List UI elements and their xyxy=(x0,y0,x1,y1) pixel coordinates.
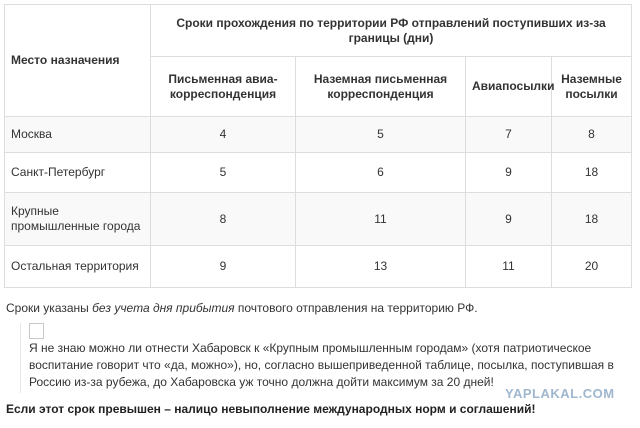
cell-value: 4 xyxy=(151,117,296,153)
cell-value: 13 xyxy=(296,246,466,288)
cell-value: 8 xyxy=(151,193,296,246)
destination-header: Место назначения xyxy=(5,5,151,117)
table-row xyxy=(5,193,632,246)
row-city: Крупные промышленные города xyxy=(5,193,151,246)
blockquote xyxy=(20,323,631,393)
column-header-ground-letters: Наземная письменная корреспонденция xyxy=(296,57,466,117)
cell-value: 11 xyxy=(296,193,466,246)
cell-value: 18 xyxy=(552,153,632,193)
cell-value: 9 xyxy=(466,153,552,193)
group-header: Сроки прохождения по территории РФ отправлений поступивших из-за границы (дни) xyxy=(151,5,632,57)
column-header-air-letters: Письменная авиа-корреспонденция xyxy=(151,57,296,117)
cell-value: 7 xyxy=(466,117,552,153)
note-text-after: почтового отправления на территорию РФ. xyxy=(234,301,478,315)
table-row xyxy=(5,246,632,288)
delivery-times-table xyxy=(4,4,632,288)
cell-value: 20 xyxy=(552,246,632,288)
table-note xyxy=(6,301,478,316)
table-header-row xyxy=(5,5,632,57)
column-header-air-parcels: Авиапосылки xyxy=(466,57,552,117)
cell-value: 6 xyxy=(296,153,466,193)
quote-text: Я не знаю можно ли отнести Хабаровск к «Крупным промышленным городам» (хотя патриотическое воспитание говорит что «да, можно»), но, согласно вышеприведенной таблице, посылка, поступившая в Россию из-за рубежа, до Хабаровска уж точно должна дойти максимум за 20 дней! xyxy=(29,341,614,389)
conclusion-text: Если этот срок превышен – налицо невыполнение международных норм и соглашений! xyxy=(6,402,536,416)
table-row xyxy=(5,153,632,193)
note-emphasis: без учета дня прибытия xyxy=(92,301,235,315)
row-city: Москва xyxy=(5,117,151,153)
cell-value: 5 xyxy=(151,153,296,193)
cell-value: 9 xyxy=(151,246,296,288)
note-text-before: Сроки указаны xyxy=(6,301,93,315)
column-header-ground-parcels: Наземные посылки xyxy=(552,57,632,117)
checkbox[interactable] xyxy=(29,323,44,339)
table-row xyxy=(5,117,632,153)
cell-value: 5 xyxy=(296,117,466,153)
cell-value: 9 xyxy=(466,193,552,246)
cell-value: 18 xyxy=(552,193,632,246)
row-city: Санкт-Петербург xyxy=(5,153,151,193)
site-watermark: YAPLAKAL.COM xyxy=(505,386,615,401)
row-city: Остальная территория xyxy=(5,246,151,288)
cell-value: 11 xyxy=(466,246,552,288)
cell-value: 8 xyxy=(552,117,632,153)
